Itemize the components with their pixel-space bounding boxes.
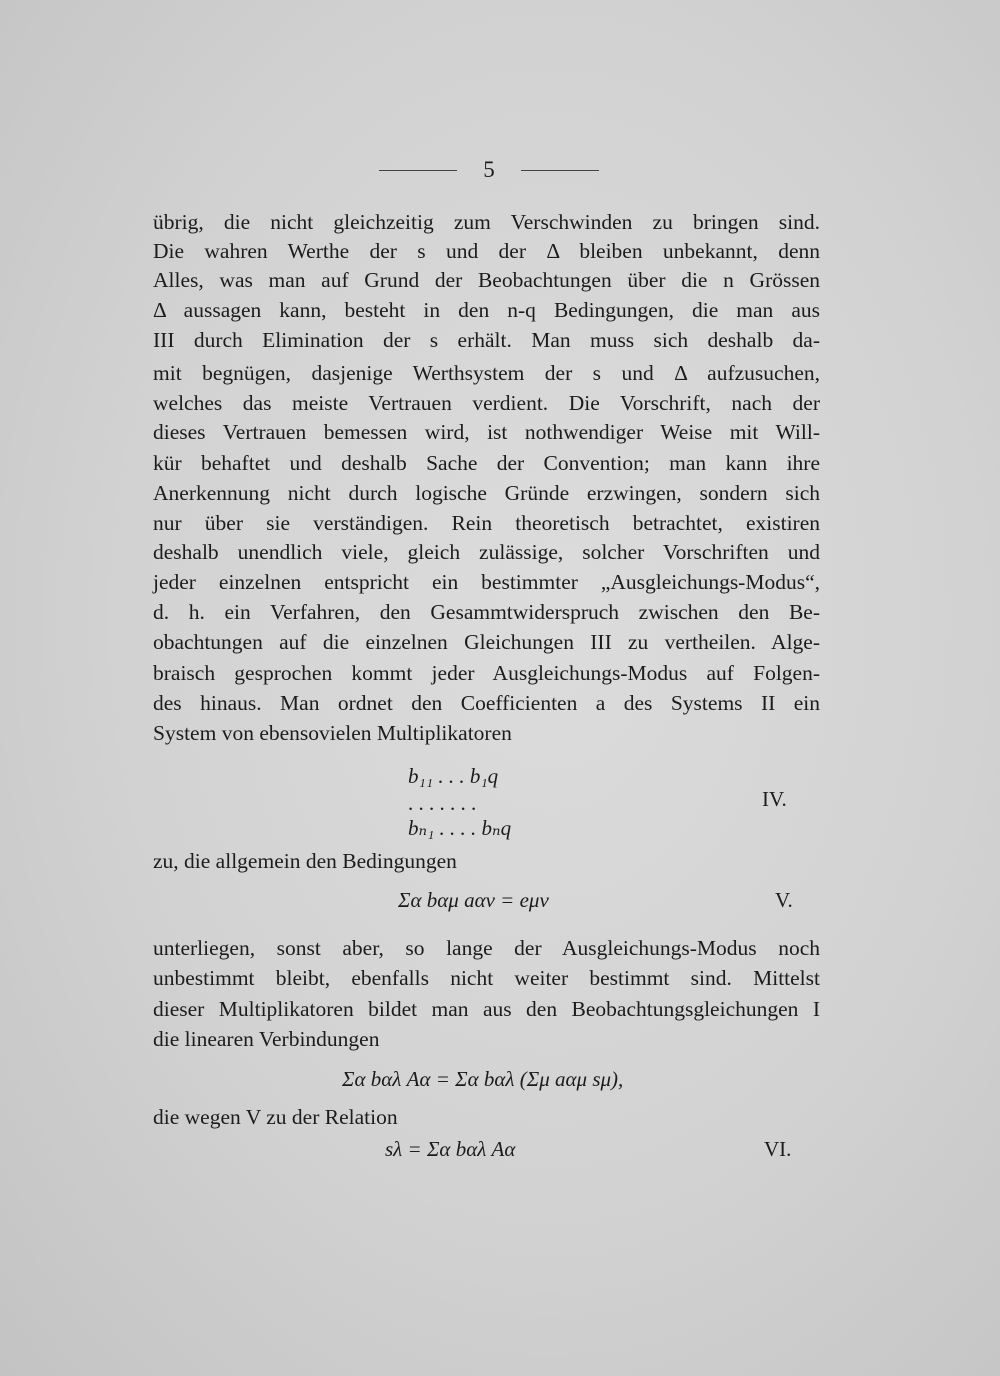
text-line: dieses Vertrauen bemessen wird, ist nothwendiger Weise mit Will- [153, 420, 820, 444]
text-line: III durch Elimination der s erhält. Man muss sich deshalb da- [153, 328, 820, 352]
equation-linear-combination: Σα bαλ Aα = Σα bαλ (Σμ aαμ sμ), [342, 1067, 624, 1091]
equation-label-iv: IV. [762, 787, 787, 811]
text-line: die linearen Verbindungen [153, 1027, 380, 1051]
equation-v: Σα bαμ aαν = eμν [398, 888, 549, 912]
text-line: dieser Multiplikatoren bildet man aus den Beobachtungsgleichungen I [153, 997, 820, 1021]
text-line: Δ aussagen kann, besteht in den n-q Bedingungen, die man aus [153, 298, 820, 322]
text-line: zu, die allgemein den Bedingungen [153, 849, 457, 873]
text-line: braisch gesprochen kommt jeder Ausgleichungs-Modus auf Folgen- [153, 661, 820, 685]
text-line: unterliegen, sonst aber, so lange der Ausgleichungs-Modus noch [153, 936, 820, 960]
text-line: Die wahren Werthe der s und der Δ bleiben unbekannt, denn [153, 239, 820, 263]
equation-label-v: V. [775, 888, 793, 912]
matrix-row-3: bₙ₁ . . . . bₙq [408, 816, 512, 840]
text-line: des hinaus. Man ordnet den Coefficienten a des Systems II ein [153, 691, 820, 715]
header-rule-right [521, 170, 599, 171]
text-line: d. h. ein Verfahren, den Gesammtwiderspruch zwischen den Be- [153, 600, 820, 624]
text-line: nur über sie verständigen. Rein theoretisch betrachtet, existiren [153, 511, 820, 535]
header-rule-left [379, 170, 457, 171]
matrix-row-1: b₁₁ . . . b₁q [408, 764, 499, 788]
text-line: Anerkennung nicht durch logische Gründe erzwingen, sondern sich [153, 481, 820, 505]
equation-label-vi: VI. [764, 1137, 792, 1161]
text-line: obachtungen auf die einzelnen Gleichungen III zu vertheilen. Alge- [153, 630, 820, 654]
text-line: System von ebensovielen Multiplikatoren [153, 721, 512, 745]
text-line: welches das meiste Vertrauen verdient. Die Vorschrift, nach der [153, 391, 820, 415]
text-line: unbestimmt bleibt, ebenfalls nicht weiter bestimmt sind. Mittelst [153, 966, 820, 990]
text-line: jeder einzelnen entspricht ein bestimmter „Ausgleichungs-Modus“, [153, 570, 820, 594]
page-number: 5 [483, 157, 495, 182]
text-line: kür behaftet und deshalb Sache der Convention; man kann ihre [153, 451, 820, 475]
text-line: Alles, was man auf Grund der Beobachtungen über die n Grössen [153, 268, 820, 292]
text-line: übrig, die nicht gleichzeitig zum Verschwinden zu bringen sind. [153, 210, 820, 234]
text-line: mit begnügen, dasjenige Werthsystem der s und Δ aufzusuchen, [153, 361, 820, 385]
equation-vi: sλ = Σα bαλ Aα [385, 1137, 516, 1161]
text-line: die wegen V zu der Relation [153, 1105, 398, 1129]
matrix-row-2: . . . . . . . [408, 791, 477, 815]
page-header [378, 156, 600, 184]
text-line: deshalb unendlich viele, gleich zulässige, solcher Vorschriften und [153, 540, 820, 564]
